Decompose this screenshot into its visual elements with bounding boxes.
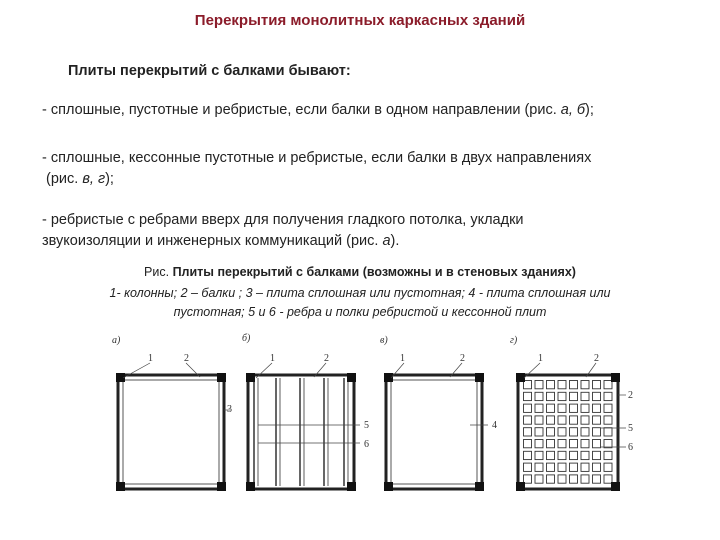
column-mark [347,482,356,491]
column-mark [217,373,226,382]
column-mark [611,482,620,491]
coffer-cell [581,381,589,389]
figure-caption [0,265,720,279]
slab-outline [518,375,618,489]
callout-label: 5 [364,420,369,431]
callout-label: 1 [148,353,153,364]
slab-outline [118,375,224,489]
coffer-cell [547,416,555,424]
coffer-cell [593,451,601,459]
bullet-text: - ребристые с ребрами вверх для получения гладкого потолка, укладки [42,212,524,228]
figure-c [380,335,497,491]
coffer-cell [558,451,566,459]
bullet-text: - сплошные, пустотные и ребристые, если балки в одном направлении (рис. [42,102,561,118]
coffer-cell [581,475,589,483]
slab-drawings [0,325,720,535]
coffer-cell [558,475,566,483]
figure-b [242,333,369,491]
column-mark [217,482,226,491]
coffer-cell [593,428,601,436]
column-mark [516,482,525,491]
figure-letter: а) [112,335,121,346]
legend-line: 1- колонны; 2 – балки ; 3 – плита сплошная или пустотная; 4 - плита сплошная или [109,286,611,300]
coffer-cell [535,428,543,436]
coffer-cell [524,475,532,483]
coffer-cell [593,381,601,389]
coffer-cell [547,475,555,483]
coffer-cell [524,416,532,424]
coffer-cell [524,451,532,459]
coffer-cell [570,475,578,483]
coffer-cell [581,463,589,471]
figure-a [112,335,232,491]
callout-label: 6 [628,442,633,453]
coffer-cell [593,440,601,448]
figure-ref: а, б [560,102,586,118]
bullet-ribs-up [42,210,702,252]
column-mark [246,373,255,382]
coffer-cell [535,440,543,448]
coffer-cell [604,440,612,448]
coffer-cell [558,440,566,448]
coffer-cell [558,428,566,436]
coffer-cell [570,451,578,459]
column-mark [116,482,125,491]
callout-label: 4 [492,420,497,431]
coffer-cell [535,392,543,400]
callout-label: 1 [270,353,275,364]
bullet-one-direction [42,100,702,121]
coffer-cell [581,392,589,400]
callout-label: 3 [227,404,232,415]
bullet-text: звукоизоляции и инженерных коммуникаций (рис. [42,233,383,249]
coffer-cell [570,392,578,400]
coffer-cell [593,392,601,400]
bullet-text: - сплошные, кессонные пустотные и ребристые, если балки в двух направлениях [42,150,592,166]
coffer-cell [604,451,612,459]
coffer-cell [524,428,532,436]
legend-line: пустотная; 5 и 6 - ребра и полки ребристой и кессонной плит [173,305,547,319]
bullet-end: ); [105,171,114,187]
coffer-cell [604,428,612,436]
callout-label: 2 [184,353,189,364]
column-mark [516,373,525,382]
coffer-cell [593,463,601,471]
coffer-cell [570,463,578,471]
caption-title: Плиты перекрытий с балками (возможны и в стеновых зданиях) [172,265,576,279]
coffer-cell [547,381,555,389]
coffer-cell [547,428,555,436]
callout-label: 2 [460,353,465,364]
figure-d [510,335,633,491]
coffer-cell [593,404,601,412]
coffer-cell [524,463,532,471]
coffer-cell [581,416,589,424]
coffer-cell [558,416,566,424]
coffer-cell [558,392,566,400]
figure-letter: г) [510,335,518,346]
column-mark [246,482,255,491]
coffer-cell [558,404,566,412]
coffer-cell [570,381,578,389]
coffer-cell [604,475,612,483]
coffer-cell [604,392,612,400]
coffer-cell [604,381,612,389]
coffer-cell [581,404,589,412]
coffer-cell [581,451,589,459]
figure-letter: в) [380,335,388,346]
column-mark [384,482,393,491]
coffer-cell [604,404,612,412]
coffer-cell [581,428,589,436]
callout-label: 1 [538,353,543,364]
figure-ref: а [382,233,391,249]
coffer-cell [524,404,532,412]
coffer-cell [604,463,612,471]
callout-label: 2 [594,353,599,364]
caption-prefix: Рис. [144,265,173,279]
coffer-cell [570,416,578,424]
callout-label: 5 [628,423,633,434]
coffer-cell [593,475,601,483]
callout-label: 6 [364,439,369,450]
coffer-cell [524,392,532,400]
coffer-cell [535,404,543,412]
callout-label: 2 [324,353,329,364]
bullet-end: ); [585,102,594,118]
coffer-cell [558,381,566,389]
figure-legend [40,284,680,322]
callout-label: 1 [400,353,405,364]
bullet-line2 [42,231,702,252]
coffer-cell [547,463,555,471]
coffer-cell [547,451,555,459]
coffer-cell [570,404,578,412]
bullet-two-directions [42,148,702,190]
coffer-cell [570,428,578,436]
coffer-cell [547,404,555,412]
bullet-end: ). [390,233,400,249]
coffer-cell [593,416,601,424]
figure-ref: в, г [82,171,106,187]
column-mark [475,373,484,382]
column-mark [611,373,620,382]
coffer-cell [535,416,543,424]
slab-outline [248,375,354,489]
coffer-cell [547,392,555,400]
coffer-cell [570,440,578,448]
figure-letter: б) [242,333,251,344]
coffer-cell [604,416,612,424]
slide-subtitle: Плиты перекрытий с балками бывают: [68,63,351,79]
bullet-text: (рис. [46,171,83,187]
coffer-cell [535,475,543,483]
coffer-cell [524,440,532,448]
column-mark [475,482,484,491]
coffer-cell [547,440,555,448]
slab-outline [386,375,482,489]
coffer-cell [558,463,566,471]
coffer-cell [535,463,543,471]
column-mark [347,373,356,382]
bullet-line2 [42,169,702,190]
coffer-cell [581,440,589,448]
coffer-cell [535,381,543,389]
coffer-cell [535,451,543,459]
callout-label: 2 [628,390,633,401]
slide-title: Перекрытия монолитных каркасных зданий [194,12,526,29]
